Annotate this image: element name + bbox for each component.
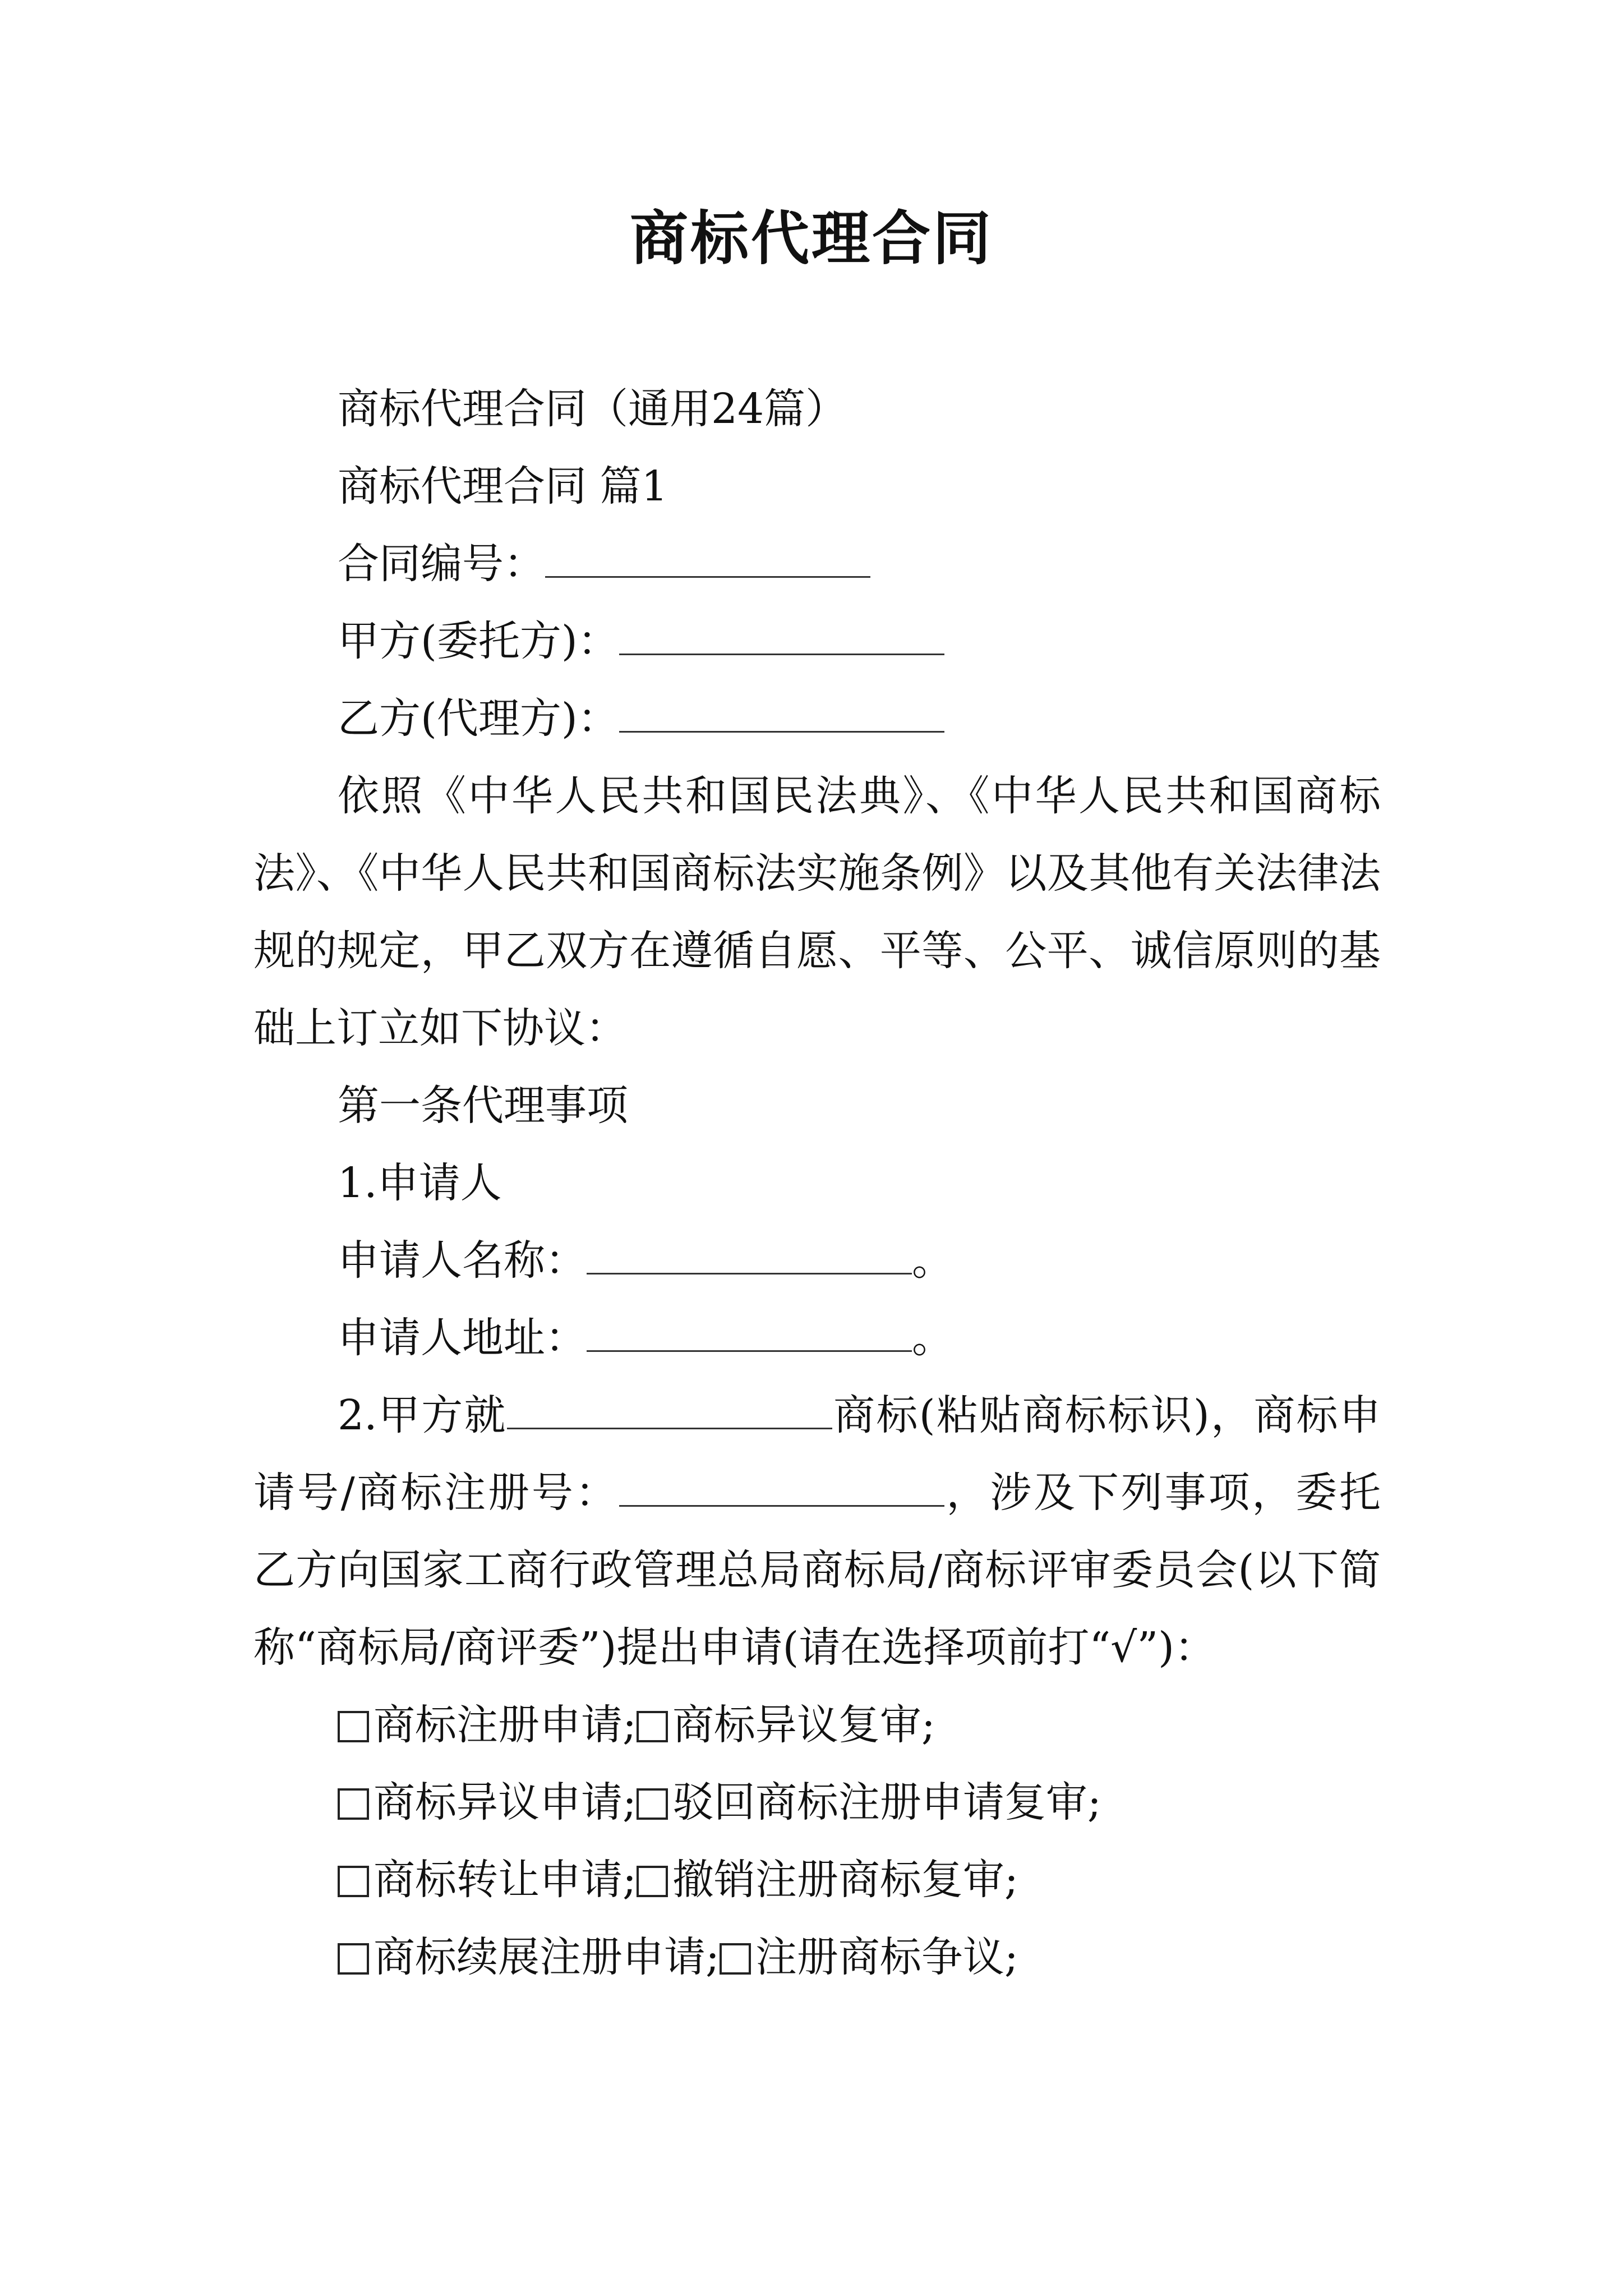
item-2-text-c: ，涉及下列事项，委托乙方向国家工商行政管理总局商标局/商标评审委员会(以下简称“商标局/商评委”)提出申请(请在选择项前打“√”)： <box>253 1469 1381 1672</box>
option-label: 驳回商标注册申请复审; <box>672 1778 1101 1826</box>
option-label: 商标异议复审; <box>672 1701 935 1749</box>
checkbox-icon[interactable] <box>338 1788 369 1820</box>
contract-number-line <box>253 525 1381 602</box>
party-a-label: 甲方(委托方)： <box>338 617 619 665</box>
option-label: 商标注册申请; <box>374 1701 637 1749</box>
contract-number-blank[interactable] <box>545 539 870 578</box>
option-row <box>253 1686 1381 1764</box>
option-row <box>253 1841 1381 1918</box>
option-label: 撤销注册商标复审; <box>672 1856 1018 1904</box>
option-label: 注册商标争议; <box>755 1933 1018 1981</box>
subtitle: 商标代理合同（通用24篇） <box>338 385 847 433</box>
checkbox-icon[interactable] <box>338 1711 369 1742</box>
checkbox-icon[interactable] <box>720 1943 751 1975</box>
party-b-line <box>253 680 1381 757</box>
option-row <box>253 1764 1381 1841</box>
checkbox-icon[interactable] <box>637 1788 668 1820</box>
period: 。 <box>912 1236 953 1285</box>
option-label: 商标转让申请; <box>374 1856 637 1904</box>
party-b-label: 乙方(代理方)： <box>338 694 619 743</box>
document-title: 商标代理合同 <box>629 204 993 273</box>
checkbox-icon[interactable] <box>637 1866 668 1897</box>
document-body <box>253 370 1381 1996</box>
contract-number-label: 合同编号： <box>338 540 545 588</box>
applicant-name-label: 申请人名称： <box>338 1236 587 1285</box>
trademark-number-blank[interactable] <box>619 1468 944 1507</box>
item-1-heading: 1.申请人 <box>338 1159 502 1207</box>
item-2-paragraph <box>253 1377 1381 1686</box>
applicant-address-blank[interactable] <box>587 1313 912 1352</box>
trademark-name-blank[interactable] <box>507 1391 832 1429</box>
intro-paragraph: 依照《中华人民共和国民法典》、《中华人民共和国商标法》、《中华人民共和国商标法实施条例》以及其他有关法律法规的规定，甲乙双方在遵循自愿、平等、公平、诚信原则的基础上订立如下协议： <box>253 772 1381 1052</box>
item-2-text-b: 商标(粘贴商标标识)，商标申请号/商标注册号： <box>253 1391 1381 1517</box>
option-label: 商标续展注册申请; <box>374 1933 720 1981</box>
part-heading: 商标代理合同 篇1 <box>338 462 668 510</box>
option-label: 商标异议申请; <box>374 1778 637 1826</box>
checkbox-icon[interactable] <box>637 1711 668 1742</box>
party-b-blank[interactable] <box>619 694 944 733</box>
item-2-text-a: 2.甲方就 <box>338 1391 507 1439</box>
party-a-line <box>253 602 1381 680</box>
applicant-name-blank[interactable] <box>587 1236 912 1274</box>
applicant-name-line <box>253 1222 1381 1299</box>
period: 。 <box>912 1314 953 1362</box>
applicant-address-label: 申请人地址： <box>338 1314 587 1362</box>
article-1-heading: 第一条代理事项 <box>338 1082 628 1130</box>
applicant-address-line <box>253 1299 1381 1377</box>
option-row <box>253 1918 1381 1996</box>
checkbox-icon[interactable] <box>338 1866 369 1897</box>
party-a-blank[interactable] <box>619 616 944 655</box>
checkbox-icon[interactable] <box>338 1943 369 1975</box>
